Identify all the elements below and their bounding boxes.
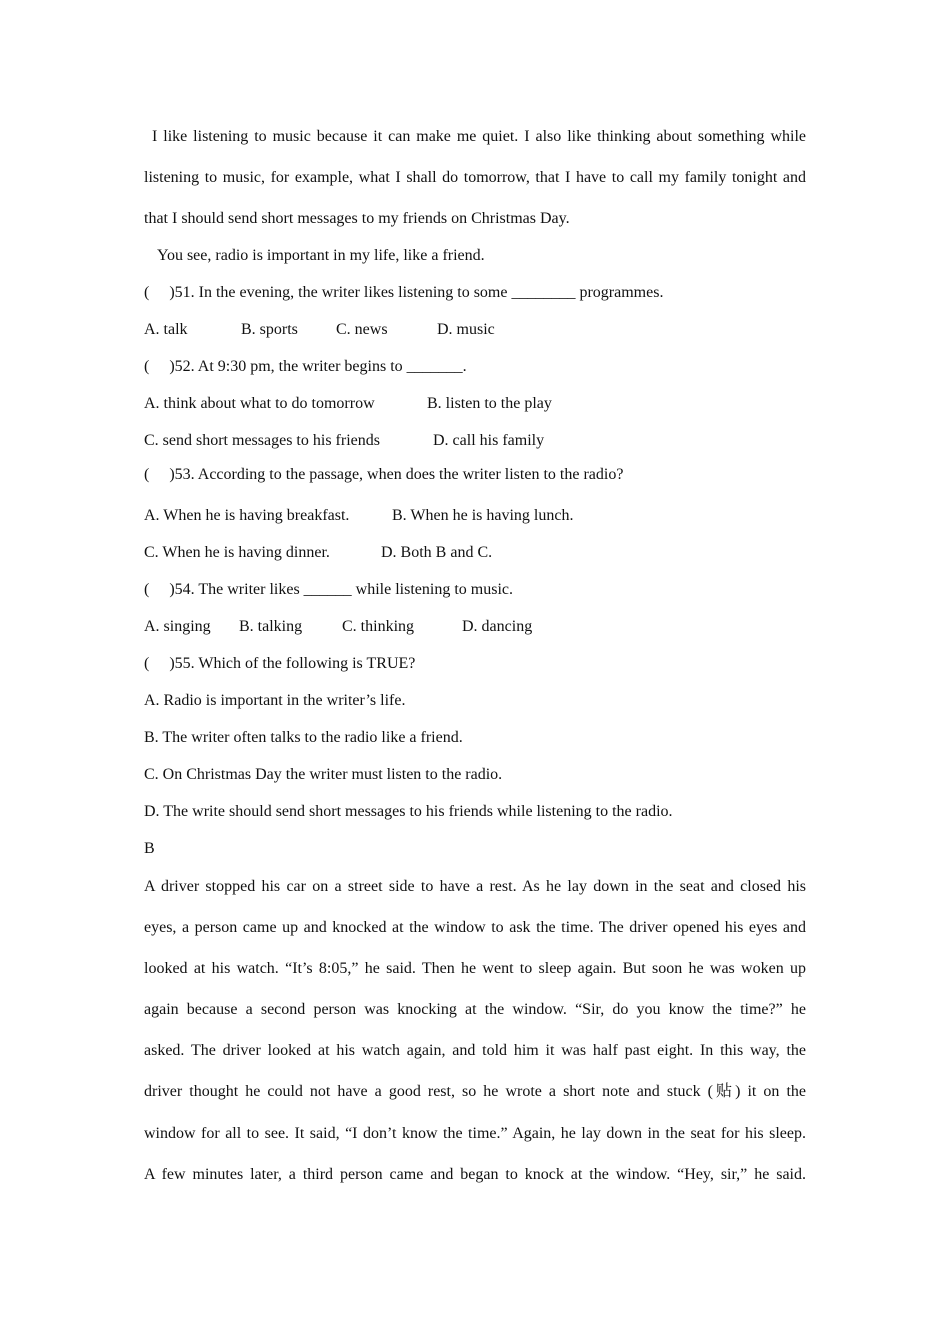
question-stem: ( )53. According to the passage, when does the writer listen to the radio? [144,466,624,483]
passage-line: eyes, a person came up and knocked at the window to ask the time. The driver opened his eyes and [144,919,806,936]
passage-line: listening to music, for example, what I shall do tomorrow, that I have to call my family tonight and [144,169,806,186]
option-c: C. send short messages to his friends [144,432,380,449]
question-stem: ( )54. The writer likes ______ while listening to music. [144,581,513,598]
question-stem: ( )52. At 9:30 pm, the writer begins to _______. [144,358,467,375]
passage-line: window for all to see. It said, “I don’t know the time.” Again, he lay down in the seat for his sleep. [144,1125,806,1142]
passage-line: I like listening to music because it can make me quiet. I also like thinking about something while [152,128,806,145]
option-d: D. music [437,321,495,338]
passage-line: asked. The driver looked at his watch again, and told him it was half past eight. In this way, the [144,1042,806,1059]
question-stem: ( )51. In the evening, the writer likes listening to some ________ programmes. [144,284,664,301]
option-b: B. The writer often talks to the radio like a friend. [144,729,463,746]
option-b: B. sports [241,321,298,338]
option-b: B. listen to the play [427,395,552,412]
passage-line: again because a second person was knocking at the window. “Sir, do you know the time?” he [144,1001,806,1018]
option-b: B. talking [239,618,303,635]
option-d: D. Both B and C. [381,544,493,561]
option-d: D. The write should send short messages to his friends while listening to the radio. [144,803,673,820]
option-c: C. thinking [342,618,415,635]
question-stem: ( )55. Which of the following is TRUE? [144,655,416,672]
option-a: A. talk [144,321,188,338]
passage-line: driver thought he could not have a good rest, so he wrote a short note and stuck (贴) it on the [144,1083,806,1100]
option-a: A. think about what to do tomorrow [144,395,375,412]
passage-line: A few minutes later, a third person came and began to knock at the window. “Hey, sir,” he said. [144,1166,806,1183]
option-b: B. When he is having lunch. [392,507,574,524]
option-d: D. call his family [433,432,545,449]
option-a: A. When he is having breakfast. [144,507,350,524]
passage-line: that I should send short messages to my friends on Christmas Day. [144,210,570,227]
option-c: C. news [336,321,388,338]
option-d: D. dancing [462,618,533,635]
option-a: A. singing [144,618,211,635]
passage-line: You see, radio is important in my life, like a friend. [157,247,485,264]
option-a: A. Radio is important in the writer’s life. [144,692,406,709]
section-heading: B [144,840,155,857]
option-c: C. On Christmas Day the writer must listen to the radio. [144,766,503,783]
passage-line: looked at his watch. “It’s 8:05,” he said. Then he went to sleep again. But soon he was woken up [144,960,806,977]
passage-line: A driver stopped his car on a street side to have a rest. As he lay down in the seat and closed his [144,878,806,895]
option-c: C. When he is having dinner. [144,544,330,561]
